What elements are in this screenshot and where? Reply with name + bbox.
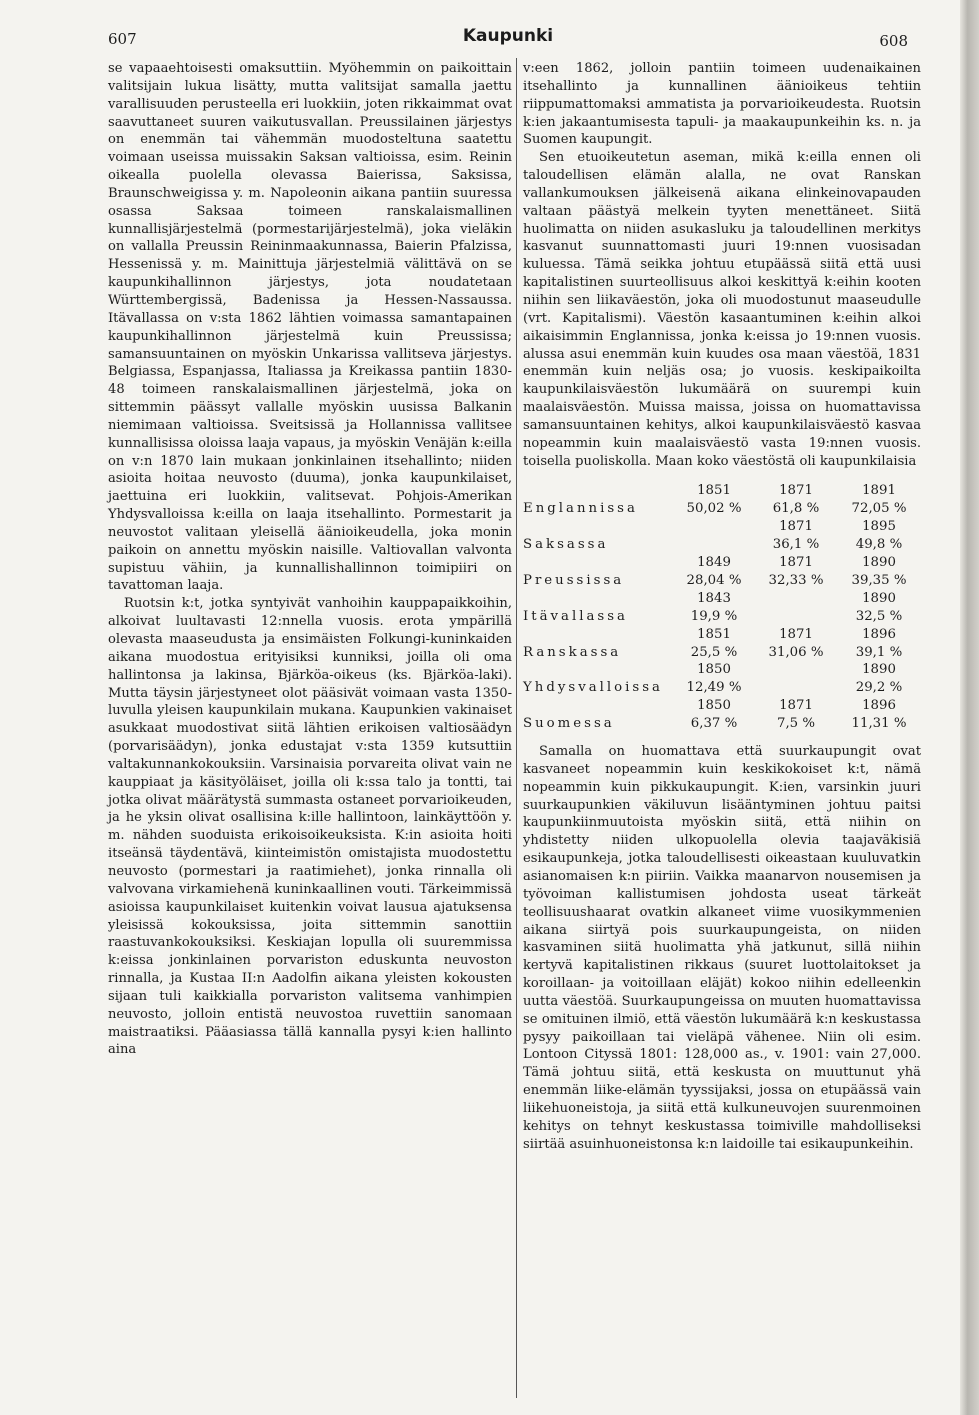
paragraph: Ruotsin k:t, jotka syntyivät vanhoihin kauppapaikkoihin, alkoivat luultavasti 12:nnella vuosis. erota ympärillä olevasta maaseudusta ja ensimäisten Folkungi-kuninkaiden aikana muodostua erityisiksi kunniksi, joilla oli oma hallintonsa ja lakinsa, Bjärköa-oikeus (ks. Bjärköa-laki). Mutta täysin järjestyneet olot pääsivät voimaan vasta 1350-luvulla yleisen kaupunkilain mukana. Kaupunkien vakinaiset asukkaat muodostivat siitä lähtien erikoisen valtiosäädyn (porvarisäädyn), jonka edustajat v:sta 1359 kutsuttiin valtakunnankokouksiin. Varsinaisia porvareita olivat vain ne kauppiaat ja käsityöläiset, joilla oli k:ssa talo ja tontti, tai jotka olivat määrätystä summasta ostaneet porvarioikeuden, ja he yksin olivat osallisina k:ille hallintoon, lainkäyttöön y. m. nähden suoduista erikoisoikeuksista. K:in asioita hoiti itseänsä täydentävä, kiinteimistön omistajista muodostettu neuvosto (pormestari ja raatimiehet), jonka rinnalla oli valvovana virkamiehenä kuninkaallinen vouti. Tärkeimmissä asioissa kaupunkilaiset kuitenkin voivat lausua ajatuksensa yleisissä kokouksissa, joita sittemmin sanottiin raastuvankokouksiksi. Keskiajan lopulla oli suuremmissa k:eissa jonkinlainen porvariston eduskunta neuvoston rinnalla, ja Kustaa II:n Aadolfin aikana yleisten kokousten sijaan tuli kaikkialla porvariston valitsema vanhimpien neuvosto, jolloin entistä neuvostoa ruvettiin sanomaan maistraatiksi. Pääasiassa tällä kannalla pysyi k:ien hallinto aina xyxy=(108,596,512,1058)
table-row xyxy=(523,482,921,500)
table-cell-value: 36,1 % xyxy=(772,537,820,553)
table-cell-country xyxy=(523,697,673,715)
paragraph: Sen etuoikeutetun aseman, mikä k:eilla ennen oli taloudellisen elämän alalla, ne ovat Ranskan vallankumouksen jälkeisenä aikana elinkeinovapauden valtaan päästyä melkein tyyten menettäneet. Siitä huolimatta on niiden asukasluku ja taloudellinen merkitys kasvanut suunnattomasti juuri 19:nnen vuosisadan kuluessa. Tämä seikka johtuu etupäässä siitä että uusi kapitalistinen suurteollisuus alkoi keskittyä k:eihin kooten niihin sen liikaväestön, joka oli muodostunut maaseudulle (vrt. Kapitalismi). Väestön kasaantuminen k:eihin alkoi aikaisimmin Englannissa, jonka k:eissa jo 19:nnen vuosis. alussa asui enemmän kuin kuudes osa maan väestöä, 1831 enemmän kuin neljäs osa; jo vuosis. keskipaikoilta kaupunkilaisväestön lukumäärä on suurempi kuin maalaisväestön. Muissa maissa, joissa on huomattavissa samansuuntainen kehitys, alkoi kaupunkilaisväestö kasvaa nopeammin kuin maalaisväestö vasta 19:nnen vuosis. toisella puoliskolla. Maan koko väestöstä oli kaupunkilaisia xyxy=(523,150,921,469)
table-cell-value xyxy=(755,590,837,608)
table-cell-value: 1871 xyxy=(779,555,813,571)
paragraph: Samalla on huomattava että suurkaupungit ovat kasvaneet nopeammin kuin keskikokoiset k:t, nämä nopeammin kuin pikkukaupungit. K:ien, varsinkin juuri suurkaupunkien väkiluvun lisääntyminen johtuu paitsi kaupunkiinmuutoista myöskin siitä, että niihin on yhdistetty niiden ulkopuolella olevia taajaväkisiä esikaupunkeja, jotka taloudellisesti oikeastaan kuuluvatkin asianomaisen k:n piiriin. Vaikka maanarvon nousemisen ja työvoiman kallistumisen johdosta useat tärkeät teollisuushaarat ovatkin alkaneet viime vuosikymmenien aikana siirtyä pois suurkaupungeista, on niiden kasvaminen siitä huolimatta yhä jatkunut, sillä niihin kertyvä kapitalistinen rikkaus (suuret luottolaitokset ja koroillaan- ja voitoillaan eläjät) kokoo niihin edelleenkin uutta väestöä. Suurkaupungeissa on muuten huomattavissa se omituinen ilmiö, että väestön lukumäärä k:n keskustassa pysyy paikoillaan tai vieläpä vähenee. Niin oli esim. Lontoon Cityssä 1801: 128,000 as., v. 1901: vain 27,000. Tämä johtuu siitä, että keskusta on muuttunut yhä enemmän liike-elämän tyyssijaksi, jossa on etupäässä vain liikehuoneistoja, ja siitä että kulkuneuvojen suurenmoinen kehitys on tehnyt keskustassa toimiville mahdolliseksi siirtää asuinhuoneistonsa k:n laidoille tai esikaupunkeihin. xyxy=(523,744,921,1152)
column-divider xyxy=(516,58,517,1398)
table-cell-value: 1890 xyxy=(862,662,896,678)
table-cell-value: 1871 xyxy=(779,698,813,714)
table-cell-value: 72,05 % xyxy=(851,501,907,517)
table-cell-country: Yhdysvalloissa xyxy=(523,680,663,696)
table-cell-value: 7,5 % xyxy=(776,716,815,732)
table-cell-value: 25,5 % xyxy=(690,644,738,660)
table-cell-value xyxy=(755,679,837,697)
table-cell-country: Suomessa xyxy=(523,716,615,732)
table-row xyxy=(523,554,921,572)
table-cell-country: Itävallassa xyxy=(523,608,628,624)
page-number-right: 608 xyxy=(879,32,908,50)
table-cell-country xyxy=(523,518,673,536)
table-cell-value: 1849 xyxy=(697,555,731,571)
table-row xyxy=(523,644,921,662)
table-cell-value: 1895 xyxy=(862,519,896,535)
table-cell-value: 1896 xyxy=(862,698,896,714)
table-cell-country xyxy=(523,482,673,500)
table-cell-value: 1850 xyxy=(697,698,731,714)
table-cell-value xyxy=(755,608,837,626)
table-cell-value: 31,06 % xyxy=(768,644,824,660)
table-cell-value: 6,37 % xyxy=(690,716,738,732)
table-cell-value: 29,2 % xyxy=(855,680,903,696)
table-cell-value: 1890 xyxy=(862,590,896,606)
table-cell-value: 39,35 % xyxy=(851,572,907,588)
table-cell-value: 1850 xyxy=(697,662,731,678)
table-cell-value: 1871 xyxy=(779,519,813,535)
table-cell-country: Preussissa xyxy=(523,572,625,588)
right-column xyxy=(523,60,921,1154)
table-row xyxy=(523,715,921,733)
table-row xyxy=(523,500,921,518)
table-cell-country xyxy=(523,590,673,608)
book-edge xyxy=(960,0,979,1415)
table-cell-country: Ranskassa xyxy=(523,644,622,660)
page-title: Kaupunki xyxy=(462,26,554,46)
table-cell-country: Englannissa xyxy=(523,501,638,517)
table-row xyxy=(523,679,921,697)
table-cell-country xyxy=(523,661,673,679)
table-cell-value: 32,33 % xyxy=(768,572,824,588)
table-cell-value: 1891 xyxy=(862,483,896,499)
table-cell-value xyxy=(755,661,837,679)
table-cell-value: 11,31 % xyxy=(851,716,907,732)
table-row xyxy=(523,697,921,715)
table-cell-country xyxy=(523,554,673,572)
table-cell-value: 1851 xyxy=(697,483,731,499)
table-cell-country: Saksassa xyxy=(523,537,609,553)
table-row xyxy=(523,572,921,590)
table-cell-value: 19,9 % xyxy=(690,608,738,624)
table-cell-value: 50,02 % xyxy=(686,501,742,517)
table-cell-value: 12,49 % xyxy=(686,680,742,696)
table-cell-value xyxy=(673,536,755,554)
table-cell-value xyxy=(673,518,755,536)
left-column xyxy=(108,60,512,1059)
page-number-left: 607 xyxy=(108,30,137,48)
paragraph: v:een 1862, jolloin pantiin toimeen uudenaikainen itsehallinto ja kunnallinen äänioikeus tehtiin riippumattomaksi ammatista ja porvarioikeudesta. Ruotsin k:ien jakaantumisesta tapuli- ja maakaupunkeihin ks. n. ja Suomen kaupungit. xyxy=(523,61,921,148)
table-cell-value: 28,04 % xyxy=(686,572,742,588)
paragraph: se vapaaehtoisesti omaksuttiin. Myöhemmin on paikoittain valitsijain lukua lisätty, mutta valitsijat samalla jaettu varallisuuden perusteella eri luokkiin, joten rikkaimmat ovat saavuttaneet suuren vaikutusvallan. Preussilainen järjestys on enemmän tai vähemmän muodosteltuna saatettu voimaan useissa muissakin Saksan valtioissa, esim. Reinin oikealla puolella olevassa Baierissa, Saksissa, Braunschweigissa y. m. Napoleonin aikana pantiin suuressa osassa Saksaa toimeen ranskalaismallinen kunnallisjärjestelmä (pormestarijärjestelmä), joka vieläkin on vallalla Preussin Reininmaakunnassa, Baierin Pfalzissa, Hessenissä y. m. Mainittuja järjestelmiä välittävä on se kaupunkihallinnon järjestys, jota noudatetaan Württembergissä, Badenissa ja Hessen-Nassaussa. Itävallassa on v:sta 1862 lähtien voimassa samantapainen kaupunkihallinnon järjestelmä kuin Preussissa; samansuuntainen on myöskin Unkarissa vallitseva järjestys. Belgiassa, Espanjassa, Italiassa ja Kreikassa pantiin 1830-48 toimeen ranskalaismallinen järjestelmä, joka on sittemmin päässyt vallalle myöskin uusissa Balkanin niemimaan valtioissa. Sveitsissä ja Hollannissa vallitsee kunnallisissa oloissa laaja vapaus, ja myöskin Venäjän k:eilla on v:n 1870 lain mukaan jonkinlainen itsehallinto; niiden asioita hoitaa neuvosto (duuma), jonka kaupunkilaiset, jaettuina eri luokkiin, valitsevat. Pohjois-Amerikan Yhdysvalloissa k:eilla on laaja itsehallinto. Pormestarit ja neuvostot valitaan yleisellä äänioikeudella, joka monin paikoin on annettu myöskin naisille. Valtiovallan valvonta supistuu vähiin, ja kunnallishallinnon toimipiiri on tavattoman laaja. xyxy=(108,61,512,594)
table-cell-value: 1896 xyxy=(862,626,896,642)
table-row xyxy=(523,626,921,644)
table-cell-value: 49,8 % xyxy=(855,537,903,553)
table-row xyxy=(523,590,921,608)
table-cell-country xyxy=(523,626,673,644)
table-cell-value: 1843 xyxy=(697,590,731,606)
population-table xyxy=(523,482,921,733)
table-cell-value: 1871 xyxy=(779,626,813,642)
table-row xyxy=(523,661,921,679)
table-row xyxy=(523,518,921,536)
table-cell-value: 32,5 % xyxy=(855,608,903,624)
table-cell-value: 39,1 % xyxy=(855,644,903,660)
table-cell-value: 61,8 % xyxy=(772,501,820,517)
table-cell-value: 1871 xyxy=(779,483,813,499)
table-cell-value: 1890 xyxy=(862,555,896,571)
table-row xyxy=(523,536,921,554)
table-row xyxy=(523,608,921,626)
table-cell-value: 1851 xyxy=(697,626,731,642)
page-header xyxy=(108,26,908,54)
